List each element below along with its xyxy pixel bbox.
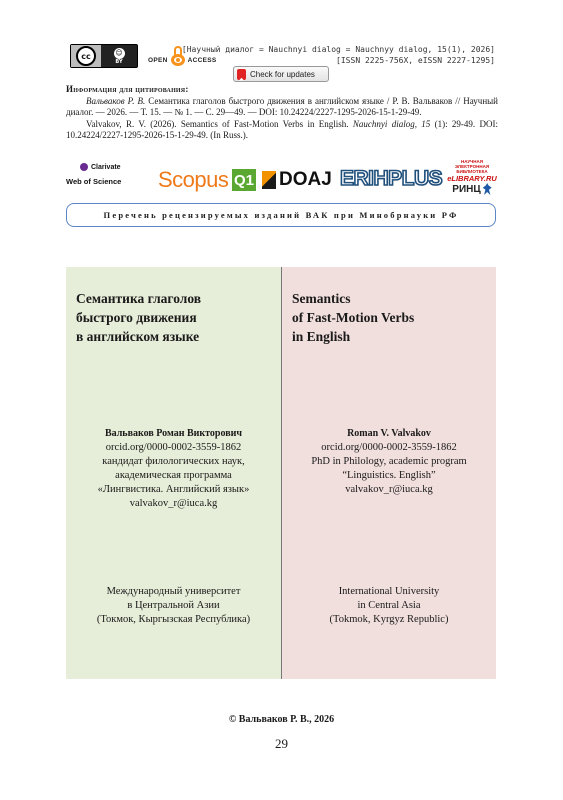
q1-badge: Q1 xyxy=(232,169,256,191)
affiliation-ru: Международный университет в Центральной Азии (Токмок, Кыргызская Республика) xyxy=(96,586,251,625)
erih-plus-logo[interactable]: ERIHPLUS xyxy=(340,167,443,190)
clarivate-label: Clarivate xyxy=(91,163,121,171)
issn-line: [ISSN 2225-756X, eISSN 2227-1295] xyxy=(336,56,495,65)
russian-title-panel xyxy=(66,267,281,679)
citation-en-text-b: (1): 29-49. DOI: 10.24224/2227-1295-2026-15-1-29-49. (In Russ.). xyxy=(66,118,498,141)
page-number: 29 xyxy=(275,736,288,751)
author-name-en: Roman V. Valvakov xyxy=(347,428,431,439)
doaj-logo[interactable] xyxy=(262,169,332,191)
citation-ru-author: Вальваков Р. В. xyxy=(86,95,146,106)
cc-icon: cc xyxy=(71,45,101,67)
indexing-logos xyxy=(66,159,498,197)
copyright-notice: © Вальваков Р. В., 2026 xyxy=(228,714,335,725)
orcid-link-ru[interactable]: orcid.org/0000-0002-3559-1862 xyxy=(105,442,242,453)
by-icon: ☺ BY xyxy=(115,49,123,65)
rinc-figure-icon xyxy=(483,183,492,195)
rinc-label: РИНЦ xyxy=(452,183,481,195)
clarivate-icon xyxy=(80,163,88,171)
web-of-science-logo[interactable] xyxy=(66,163,121,186)
elibrary-small-label: НАУЧНАЯ ЭЛЕКТРОННАЯ БИБЛИОТЕКА xyxy=(454,159,490,174)
check-for-updates-label: Check for updates xyxy=(250,69,315,79)
orcid-link-en[interactable]: orcid.org/0000-0002-3559-1862 xyxy=(321,442,457,453)
citation-heading: Информация для цитирования: xyxy=(66,84,189,94)
citation-ru-text: Семантика глаголов быстрого движения в английском языке / Р. В. Вальваков // Научный диалог. — 2026. — Т. 15. — № 1. — С. 29—49. — DOI: 10.24224/2227-1295-2026-15-1-29-49. xyxy=(66,95,498,118)
scopus-logo[interactable]: Scopus xyxy=(158,167,229,192)
email-link-en[interactable]: valvakov_r@iuca.kg xyxy=(345,484,433,495)
journal-header-info xyxy=(182,44,495,66)
citation-block xyxy=(66,84,498,142)
citation-en-journal: Nauchnyi dialog, 15 xyxy=(352,118,431,129)
crossmark-icon xyxy=(237,69,246,80)
email-link-ru[interactable]: valvakov_r@iuca.kg xyxy=(129,498,218,509)
web-of-science-label: Web of Science xyxy=(66,177,122,186)
open-access-label: OPEN xyxy=(148,57,168,64)
affiliation-en: International University in Central Asia (Tokmok, Kyrgyz Republic) xyxy=(329,586,449,625)
article-title-en: Semantics of Fast-Motion Verbs in English xyxy=(292,291,415,344)
article-title-ru: Семантика глаголов быстрого движения в английском языке xyxy=(76,291,202,344)
author-name-ru: Вальваков Роман Викторович xyxy=(104,428,243,439)
doaj-icon xyxy=(262,171,276,189)
author-info-ru: Вальваков Роман Викторович orcid.org/0000-0002-3559-1862 кандидат филологических наук, академическая программа «Лингвистика. Английский язык» valvakov_r@iuca.kg xyxy=(66,427,281,511)
citation-en-text-a: Valvakov, R. V. (2026). Semantics of Fast-Motion Verbs in English. xyxy=(86,118,353,129)
citation-en xyxy=(66,119,498,142)
author-info-en: Roman V. Valvakov orcid.org/0000-0002-3559-1862 PhD in Philology, academic program “Linguistics. English” valvakov_r@iuca.kg xyxy=(282,427,496,497)
cc-by-license-badge[interactable] xyxy=(70,44,138,68)
check-for-updates-button[interactable] xyxy=(233,66,329,82)
elibrary-label: eLIBRARY.RU xyxy=(447,174,497,183)
english-title-panel xyxy=(281,267,496,679)
elibrary-rinc-logo[interactable] xyxy=(444,159,500,195)
vak-notice-banner: Перечень рецензируемых изданий ВАК при Минобрнауки РФ xyxy=(66,203,496,227)
doaj-label: DOAJ xyxy=(279,169,332,190)
open-access-label-2: ACCESS xyxy=(187,57,217,64)
journal-line: [Научный диалог = Nauchnyi dialog = Nauchnyy dialog, 15(1), 2026] xyxy=(181,45,495,54)
citation-ru xyxy=(66,96,498,119)
